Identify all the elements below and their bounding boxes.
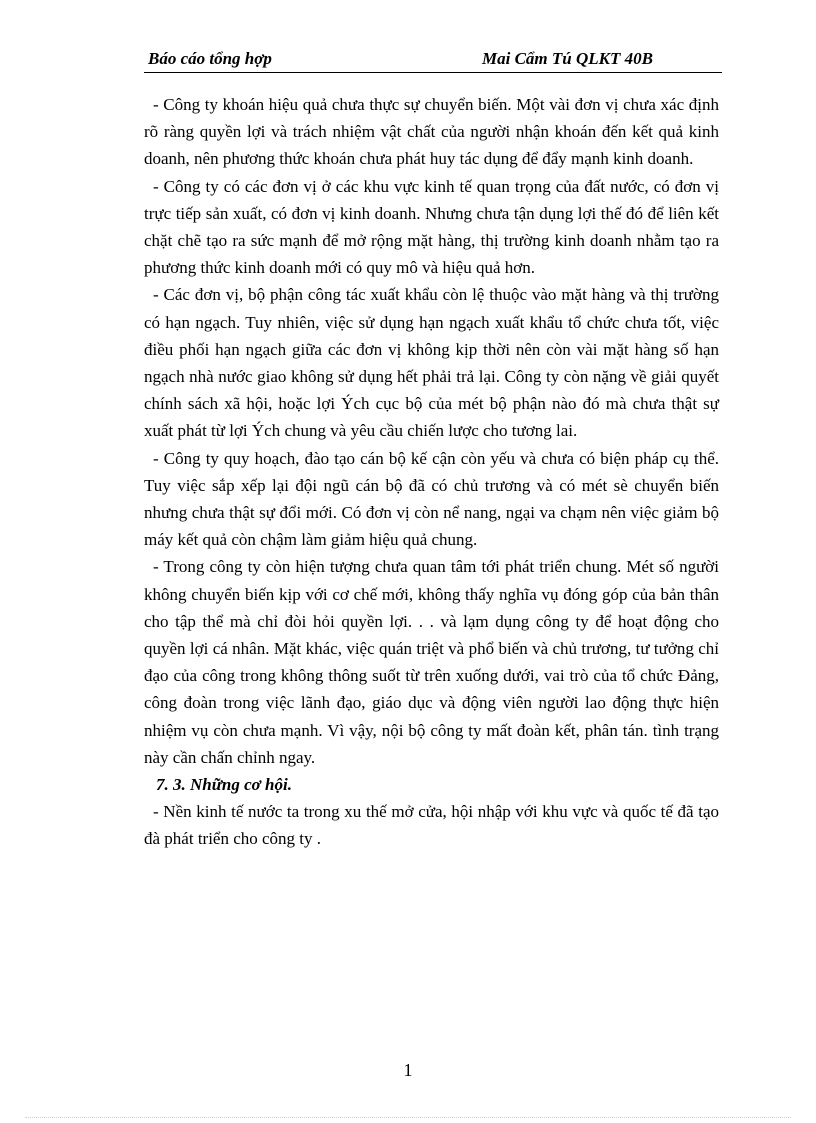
paragraph-export-quota: - Các đơn vị, bộ phận công tác xuất khẩu còn lệ thuộc vào mặt hàng và thị trường có hạn ngạch. Tuy nhiên, việc sử dụng hạn ngạch xuất khẩu tổ chức chưa tốt, việc điều phối hạn ngạch giữa các đơn vị không kịp thời nên còn vài mặt hàng số hạn ngạch nhà nước giao không sử dụng hết phải trả lại. Công ty còn nặng về giải quyết chính sách xã hội, hoặc lợi Ých cục bộ của mét bộ phận nào đó mà chưa thật sự xuất phát từ lợi Ých chung và yêu cầu chiến lược cho tương lai. (144, 285, 719, 441)
document-body (144, 91, 719, 853)
header-author: Mai Cẩm Tú QLKT 40B (482, 49, 653, 68)
paragraph-economic-openness: - Nền kinh tế nước ta trong xu thế mở cửa, hội nhập với khu vực và quốc tế đã tạo đà phát triển cho công ty . (144, 802, 719, 849)
page-bottom-divider (25, 1117, 791, 1118)
header-report-title: Báo cáo tổng hợp (148, 49, 272, 68)
paragraph-staff-training: - Công ty quy hoạch, đào tạo cán bộ kế cận còn yếu và chưa có biện pháp cụ thể. Tuy việc sắp xếp lại đội ngũ cán bộ đã có chủ trương và có mét sè chuyển biến nhưng chưa thật sự đổi mới. Có đơn vị còn nể nang, ngại va chạm nên việc giảm bộ máy kết quả còn chậm làm giảm hiệu quả chung. (144, 448, 719, 550)
page-header (144, 46, 722, 73)
paragraph-internal-issues: - Trong công ty còn hiện tượng chưa quan tâm tới phát triển chung. Mét số người không chuyển biến kịp với cơ chế mới, không thấy nghĩa vụ đóng góp của bản thân cho tập thể mà chỉ đòi hỏi quyền lợi. . . và lạm dụng công ty để hoạt động cho quyền lợi cá nhân. Mặt khác, việc quán triệt và phổ biến và chủ trương, tư tưởng chỉ đạo của công trong không thông suốt từ trên xuống dưới, vai trò của tổ chức Đảng, công đoàn trong việc lãnh đạo, giáo dục và động viên người lao động thực hiện nhiệm vụ còn chưa mạnh. Vì vậy, nội bộ công ty mất đoàn kết, phân tán. tình trạng này cần chấn chỉnh ngay. (144, 557, 719, 767)
paragraph-regional-units: - Công ty có các đơn vị ở các khu vực kinh tế quan trọng của đất nước, có đơn vị trực tiếp sản xuất, có đơn vị kinh doanh. Nhưng chưa tận dụng lợi thế đó để liên kết chặt chẽ tạo ra sức mạnh để mở rộng mặt hàng, thị trường kinh doanh nhằm tạo ra phương thức kinh doanh mới có quy mô và hiệu quả hơn. (144, 176, 719, 278)
section-heading-opportunities: 7. 3. Những cơ hội. (156, 775, 292, 795)
paragraph-contract-efficiency: - Công ty khoán hiệu quả chưa thực sự chuyển biến. Một vài đơn vị chưa xác định rõ ràng quyền lợi và trách nhiệm vật chất của người nhận khoán đến kết quả kinh doanh, nên phương thức khoán chưa phát huy tác dụng để đẩy mạnh kinh doanh. (144, 95, 719, 169)
page-number: 1 (403, 1060, 413, 1080)
